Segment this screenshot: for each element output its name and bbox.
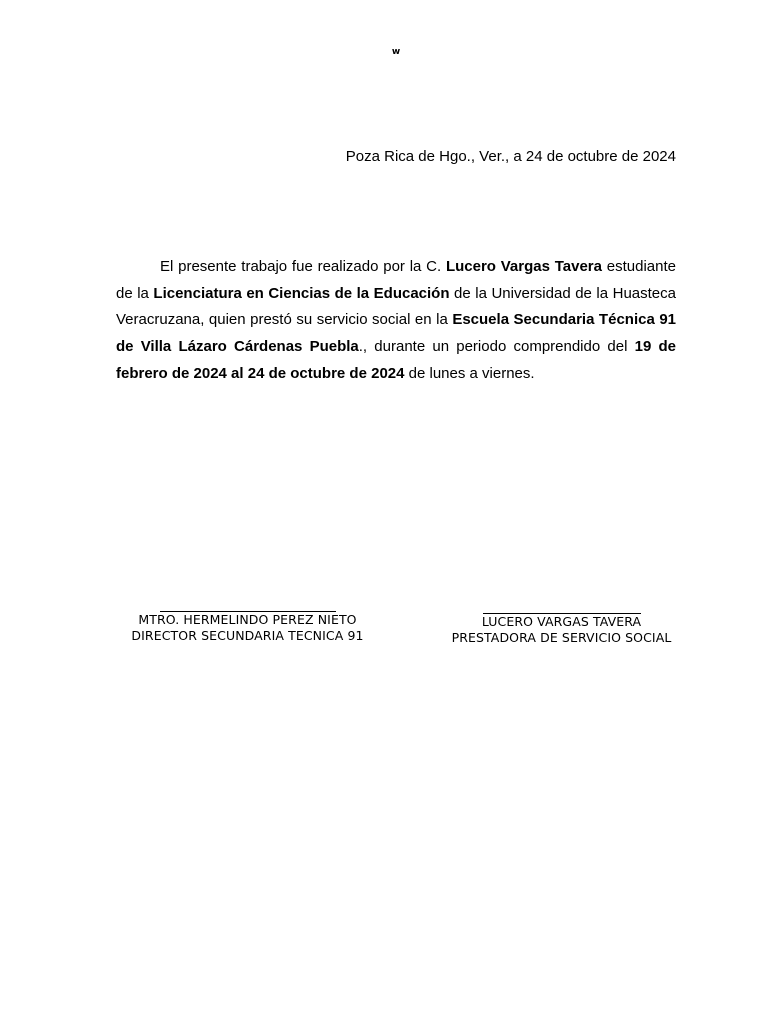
date-line: Poza Rica de Hgo., Ver., a 24 de octubre de 2024 [345, 148, 676, 165]
body-text-5: de lunes a viernes. [404, 364, 535, 382]
signatory-name: MTRO. HERMELINDO PEREZ NIETO [138, 612, 357, 627]
signature-block-director [120, 611, 375, 644]
school-name: Escuela Secundaria Técnica 91 de Villa Lázaro Cárdenas Puebla [116, 311, 677, 356]
body-paragraph [116, 254, 676, 388]
signature-block-student [444, 613, 679, 646]
student-name: Lucero Vargas Tavera [445, 258, 602, 275]
degree-program: Licenciatura en Ciencias de la Educación [153, 284, 450, 302]
service-period: 19 de febrero de 2024 al 24 de octubre de 2024 [116, 338, 676, 382]
body-text-1: El presente trabajo fue realizado por la C. [160, 258, 446, 275]
body-text-3: de la Universidad de la Huasteca Veracruzana, quien prestó su servicio social en la [116, 284, 676, 329]
header-mark: w [391, 47, 401, 57]
body-text-2: estudiante de la [116, 258, 676, 302]
signatory-title: DIRECTOR SECUNDARIA TECNICA 91 [131, 628, 364, 643]
signatory-title: PRESTADORA DE SERVICIO SOCIAL [451, 630, 672, 645]
signatory-name: LUCERO VARGAS TAVERA [481, 614, 642, 629]
body-text-4: ., durante un periodo comprendido del [358, 338, 635, 356]
